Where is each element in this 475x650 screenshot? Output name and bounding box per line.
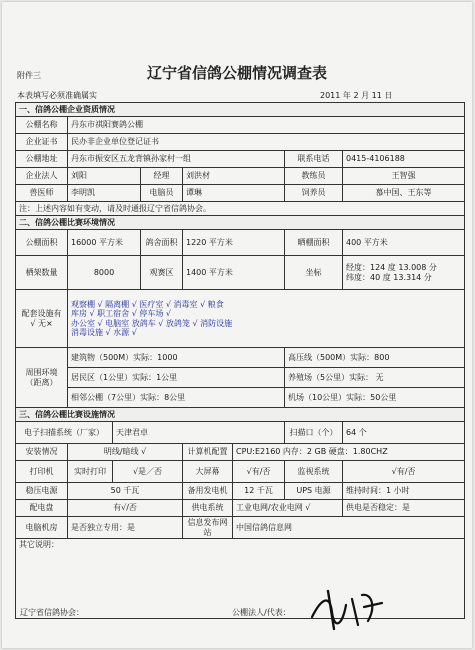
coach-value: 王智强 [343,168,465,185]
sun-area-label: 晒棚面积 [285,230,343,256]
big-screen-label: 大屏幕 [183,461,233,483]
coach-label: 教练员 [285,168,343,185]
facilities-label: 配套设施有√ 无× [16,290,68,348]
loft-name-value: 丹东市祺阳赛鸽公棚 [68,117,465,134]
vet-label: 兽医师 [16,185,68,202]
it-staff-label: 电脑员 [141,185,183,202]
loft-area-label: 鸽舍面积 [141,230,183,256]
power-stability-value: 供电是否稳定：是 [343,500,465,517]
sun-area-value: 400 平方米 [343,230,465,256]
realtime-print-label: 实时打印 [68,461,113,483]
facilities-line-4: 消毒设施 √ 水源 √ [71,327,137,337]
legal-person-label: 企业法人 [16,168,68,185]
monitor-value: √有/否 [343,461,465,483]
section-2-title: 二、信鸽公棚比赛环境情况 [16,216,465,230]
printer-label: 打印机 [16,461,68,483]
longitude-text: 经度：124 度 13.008 分 [346,263,437,273]
installation-value: 明线/暗线 √ [68,444,183,461]
surroundings-buildings: 建筑物（500M）实际：1000 [68,348,285,368]
server-room-value: 是否独立专用：是 [68,517,183,539]
other-notes-label: 其它说明： [19,540,59,549]
monitor-label: 监视系统 [285,461,343,483]
surroundings-powerlines: 高压线（500M）实际：800 [285,348,465,368]
association-sign-label: 辽宁省信鸽协会： [20,608,84,617]
ups-label: UPS 电源 [285,483,343,500]
keeper-label: 饲养员 [285,185,343,202]
power-supply-label: 供电系统 [183,500,233,517]
perch-value: 8000 [68,256,141,290]
manager-value: 刘洪材 [183,168,285,185]
ups-value: 维持时间：1 小时 [343,483,465,500]
regulator-value: 50 千瓦 [68,483,183,500]
coordinates-value [343,256,465,290]
legal-representative-sign-label: 公棚法人/代表： [232,608,291,617]
scan-ports-label: 扫描口（个） [285,422,343,444]
certificate-label: 企业证书 [16,134,68,151]
manager-label: 经理 [141,168,183,185]
section-1-title: 一、信鸽公棚企业资质情况 [16,103,465,117]
facilities-line-3: 办公室 √ 电脑室 放鸽车 √ 放鸽笼 √ 消防设施 [71,318,233,328]
facilities-line-2: 库房 √ 职工宿舍 √ 停车场 √ [71,309,172,319]
annex-label: 附件三 [17,71,41,80]
view-area-label: 观赛区 [141,256,183,290]
computer-config-label: 计算机配置 [183,444,233,461]
computer-config-value: CPU:E2160 内存：2 GB 硬盘：1.80CHZ [233,444,465,461]
generator-label: 备用发电机 [183,483,233,500]
surroundings-residential: 居民区（1公里）实际：1公里 [68,368,285,388]
phone-label: 联系电话 [285,151,343,168]
page-title: 辽宁省信鸽公棚情况调查表 [146,64,327,82]
it-staff-value: 谭琳 [183,185,285,202]
surroundings-label: 周围环境（距离） [16,348,68,408]
scan-ports-value: 64 个 [343,422,465,444]
survey-form-page [2,2,472,648]
coordinates-label: 坐标 [285,256,343,290]
loft-name-label: 公棚名称 [16,117,68,134]
facilities-line-1: 观察棚 √ 隔离棚 √ 医疗室 √ 消毒室 √ 粮食 [71,300,224,310]
distribution-board-label: 配电盘 [16,500,68,517]
section-3-title: 三、信鸽公棚比赛设施情况 [16,408,465,422]
vet-value: 李明凯 [68,185,141,202]
surroundings-airport: 机场（10公里）实际：50公里 [285,388,465,408]
legal-person-value: 刘阳 [68,168,141,185]
surroundings-farms: 养殖场（5公里）实际： 无 [285,368,465,388]
perch-label: 栖架数量 [16,256,68,290]
power-supply-value: 工业电网/农业电网 √ [233,500,343,517]
form-date: 2011 年 2 月 11 日 [320,91,393,100]
address-value: 丹东市振安区五龙背镇孙家村一组 [68,151,285,168]
instruction-text: 本表填写必须准确属实 [17,91,97,100]
server-room-label: 电脑机房 [16,517,68,539]
website-value: 中国信鸽信息网 [233,517,465,539]
installation-label: 安装情况 [16,444,68,461]
latitude-text: 纬度：40 度 13.314 分 [346,272,432,282]
scanner-label: 电子扫描系统（厂家） [16,422,113,444]
address-label: 公棚地址 [16,151,68,168]
surroundings-neighbor-lofts: 相邻公棚（7公里）实际：8公里 [68,388,285,408]
distribution-board-value: 有√/否 [68,500,183,517]
phone-value: 0415-4106188 [343,151,465,168]
loft-area-value: 1220 平方米 [183,230,285,256]
big-screen-value: √有/否 [233,461,285,483]
website-label: 信息发布网站 [183,517,233,539]
survey-table [15,102,465,619]
certificate-value: 民办非企业单位登记证书 [68,134,465,151]
realtime-print-value: √是／否 [113,461,183,483]
area-label: 公棚面积 [16,230,68,256]
keeper-value: 慕中国、王东等 [343,185,465,202]
regulator-label: 稳压电源 [16,483,68,500]
area-value: 16000 平方米 [68,230,141,256]
change-notice: 注：上述内容如有变动，请及时通报辽宁省信鸽协会。 [16,202,465,216]
view-area-value: 1400 平方米 [183,256,285,290]
facilities-list [68,290,465,348]
generator-value: 12 千瓦 [233,483,285,500]
handwritten-signature [302,577,402,637]
scanner-value: 天津君卓 [113,422,285,444]
